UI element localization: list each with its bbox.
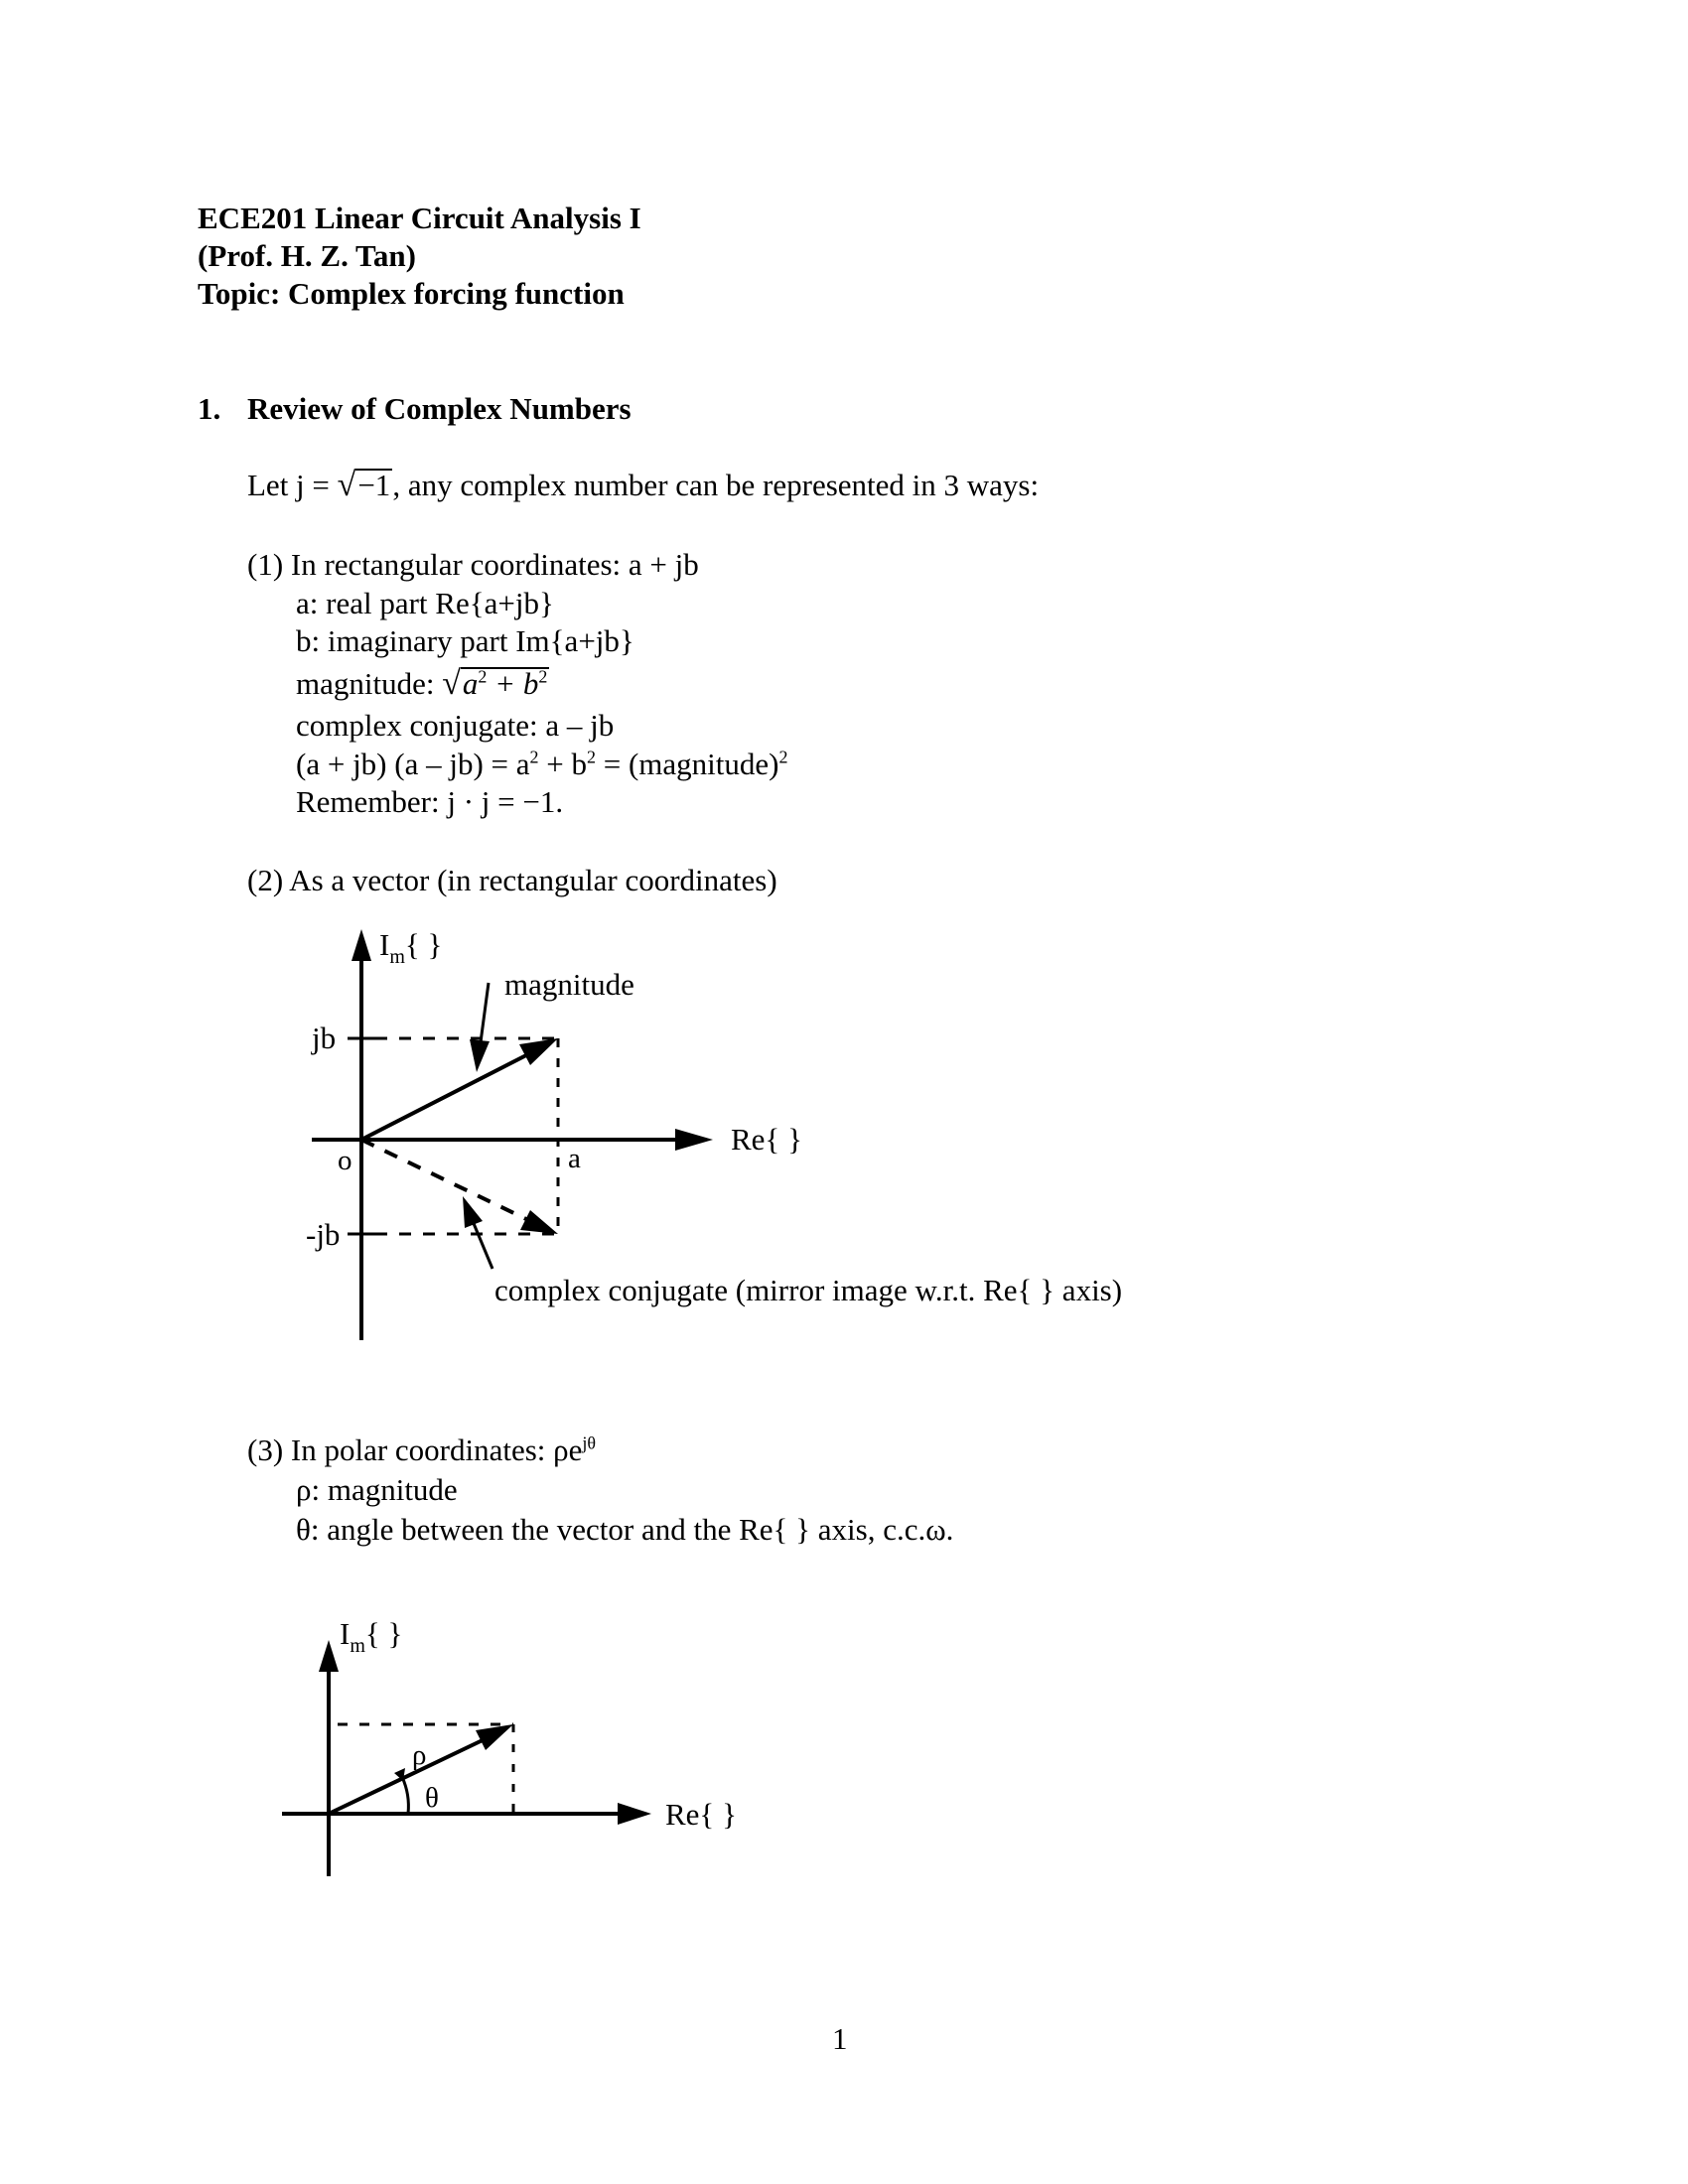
magnitude-label: magnitude <box>504 967 634 1002</box>
im-axis-arrowhead <box>319 1640 339 1672</box>
intro-line <box>247 467 1039 504</box>
neg-jb-label: -jb <box>306 1217 341 1252</box>
section-number: 1. <box>198 391 221 426</box>
conjugate-label: complex conjugate (mirror image w.r.t. Re{ } axis) <box>494 1273 1123 1307</box>
section-title: Review of Complex Numbers <box>247 391 632 426</box>
item3-title-sup: jθ <box>582 1433 597 1453</box>
rho-label: ρ <box>412 1739 427 1771</box>
intro-pre: Let j = <box>247 468 338 502</box>
re-axis-arrowhead <box>675 1129 713 1151</box>
re-axis-arrowhead <box>618 1803 651 1825</box>
vector-line <box>361 1055 526 1140</box>
vector-arrowhead <box>476 1724 513 1750</box>
a-label: a <box>568 1143 581 1174</box>
magnitude-pointer <box>481 983 489 1042</box>
professor-name: (Prof. H. Z. Tan) <box>198 238 416 273</box>
intro-post: , any complex number can be represented in 3 ways: <box>392 468 1040 502</box>
page-number: 1 <box>832 2021 848 2056</box>
vector-arrowhead <box>519 1038 558 1065</box>
item1-real: a: real part Re{a+jb} <box>296 586 554 620</box>
magnitude-expr <box>461 667 549 699</box>
origin-label: o <box>338 1145 352 1176</box>
product-part1: (a + jb) (a – jb) = a <box>296 747 530 781</box>
product-exp3: 2 <box>778 747 788 767</box>
sqrt-icon: √ <box>337 467 356 503</box>
product-part2: + b <box>538 747 587 781</box>
item1-remember: Remember: j · j = −1. <box>296 784 564 819</box>
item1-title: (1) In rectangular coordinates: a + jb <box>247 547 699 582</box>
item1-imag: b: imaginary part Im{a+jb} <box>296 623 634 658</box>
intro-sqrt-arg: −1 <box>357 468 391 502</box>
re-axis-label: Re{ } <box>731 1122 802 1157</box>
sqrt-icon: √ <box>442 665 461 702</box>
re-axis-label: Re{ } <box>665 1797 737 1832</box>
product-part3: = (magnitude) <box>596 747 779 781</box>
conjugate-pointer-arrowhead <box>463 1196 483 1228</box>
magnitude-b: + b <box>487 666 539 701</box>
magnitude-pointer-arrowhead <box>470 1039 490 1072</box>
item3-theta: θ: angle between the vector and the Re{ } axis, c.c.ω. <box>296 1512 954 1547</box>
item2-title: (2) As a vector (in rectangular coordinates) <box>247 863 777 897</box>
magnitude-a-exp: 2 <box>478 666 488 687</box>
jb-label: jb <box>312 1021 337 1055</box>
conjugate-vector-arrowhead <box>520 1210 558 1234</box>
magnitude-b-exp: 2 <box>538 666 548 687</box>
rectangular-vector-diagram <box>288 923 1201 1360</box>
item3-title-text: (3) In polar coordinates: ρe <box>247 1433 583 1467</box>
conjugate-vector-line <box>361 1140 526 1219</box>
course-title: ECE201 Linear Circuit Analysis I <box>198 201 641 235</box>
item1-magnitude <box>296 665 549 703</box>
topic-line: Topic: Complex forcing function <box>198 276 625 311</box>
im-axis-arrowhead <box>352 929 371 961</box>
magnitude-label: magnitude: <box>296 666 435 701</box>
item3-rho: ρ: magnitude <box>296 1472 458 1507</box>
vector-line <box>329 1739 485 1814</box>
product-exp1: 2 <box>529 747 539 767</box>
item1-product <box>296 746 788 783</box>
item1-conjugate: complex conjugate: a – jb <box>296 708 615 743</box>
magnitude-a: a <box>462 666 479 701</box>
product-exp2: 2 <box>587 747 596 767</box>
angle-arc <box>402 1777 408 1814</box>
im-axis-label: $I_m${ } <box>379 927 443 968</box>
theta-label: θ <box>425 1782 439 1814</box>
im-axis-label: $I_m${ } <box>340 1616 403 1657</box>
item3-title <box>247 1432 596 1469</box>
conjugate-pointer <box>473 1221 492 1269</box>
polar-vector-diagram <box>268 1588 784 1886</box>
